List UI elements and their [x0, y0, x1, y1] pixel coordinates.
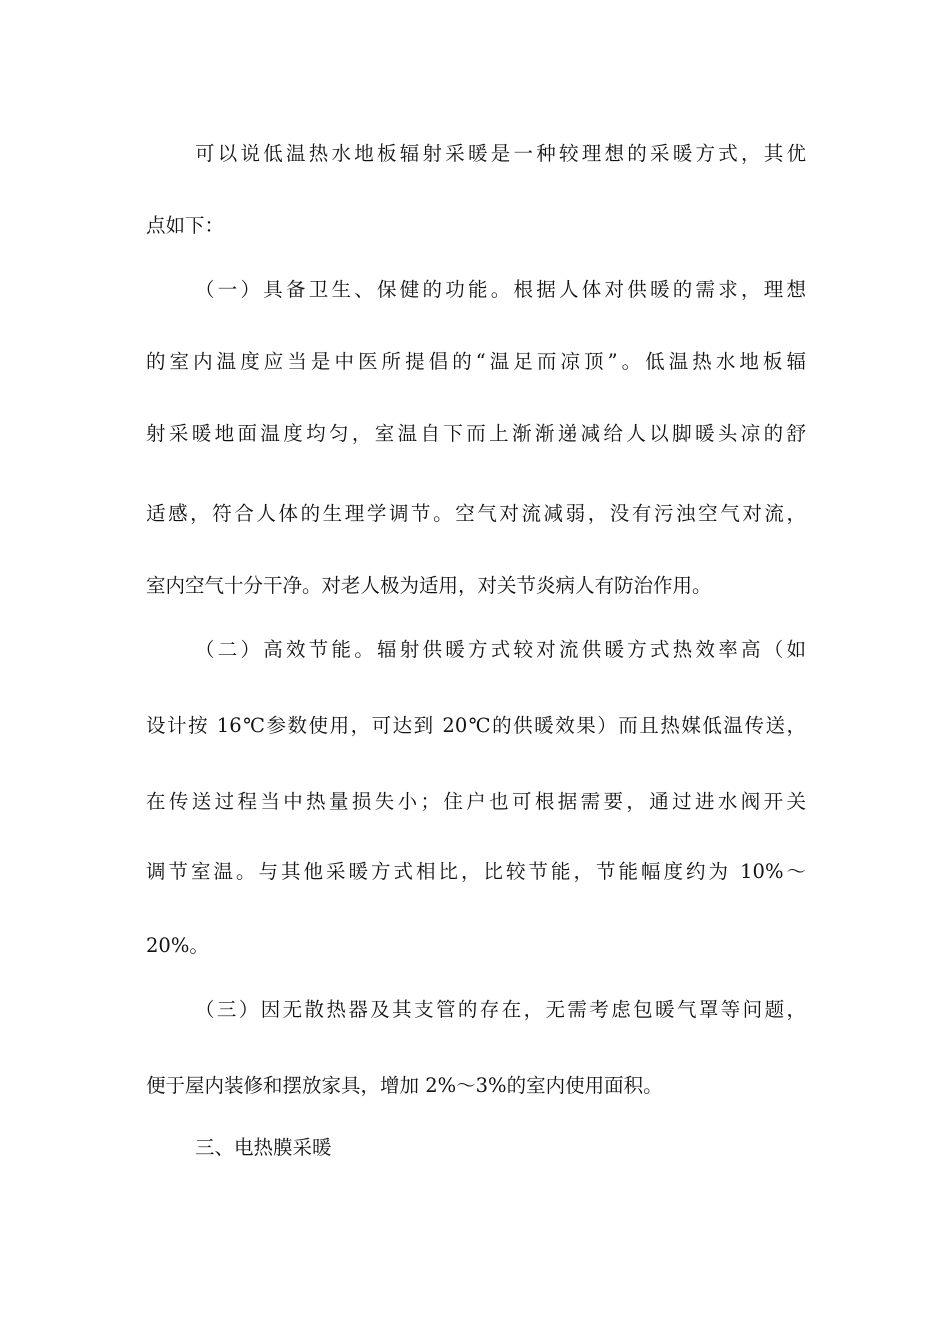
paragraph-efficiency-line-5: 20%。	[146, 934, 209, 957]
paragraph-intro-line-1: 可以说低温热水地板辐射采暖是一种较理想的采暖方式，其优	[195, 142, 806, 165]
paragraph-efficiency-line-4: 调节室温。与其他采暖方式相比，比较节能，节能幅度约为 10%～	[146, 860, 806, 883]
paragraph-efficiency-line-3: 在传送过程当中热量损失小；住户也可根据需要，通过进水阀开关	[146, 790, 806, 813]
paragraph-hygiene-line-4: 适感，符合人体的生理学调节。空气对流减弱，没有污浊空气对流，	[146, 502, 806, 525]
paragraph-hygiene-line-5: 室内空气十分干净。对老人极为适用，对关节炎病人有防治作用。	[146, 574, 712, 597]
paragraph-intro-line-2: 点如下：	[146, 214, 225, 237]
paragraph-space-line-1: （三）因无散热器及其支管的存在，无需考虑包暖气罩等问题，	[195, 998, 806, 1021]
paragraph-hygiene-line-2: 的室内温度应当是中医所提倡的“温足而凉顶”。低温热水地板辐	[146, 350, 806, 373]
paragraph-hygiene-line-3: 射采暖地面温度均匀，室温自下而上渐渐递减给人以脚暖头凉的舒	[146, 422, 806, 445]
paragraph-hygiene-line-1: （一）具备卫生、保健的功能。根据人体对供暖的需求，理想	[195, 278, 806, 301]
paragraph-space-line-2: 便于屋内装修和摆放家具，增加 2%～3%的室内使用面积。	[146, 1074, 663, 1097]
paragraph-efficiency-line-1: （二）高效节能。辐射供暖方式较对流供暖方式热效率高（如	[195, 638, 806, 661]
section-heading-electric-film-heating: 三、电热膜采暖	[195, 1136, 332, 1159]
paragraph-efficiency-line-2: 设计按 16℃参数使用，可达到 20℃的供暖效果）而且热媒低温传送，	[146, 714, 806, 737]
